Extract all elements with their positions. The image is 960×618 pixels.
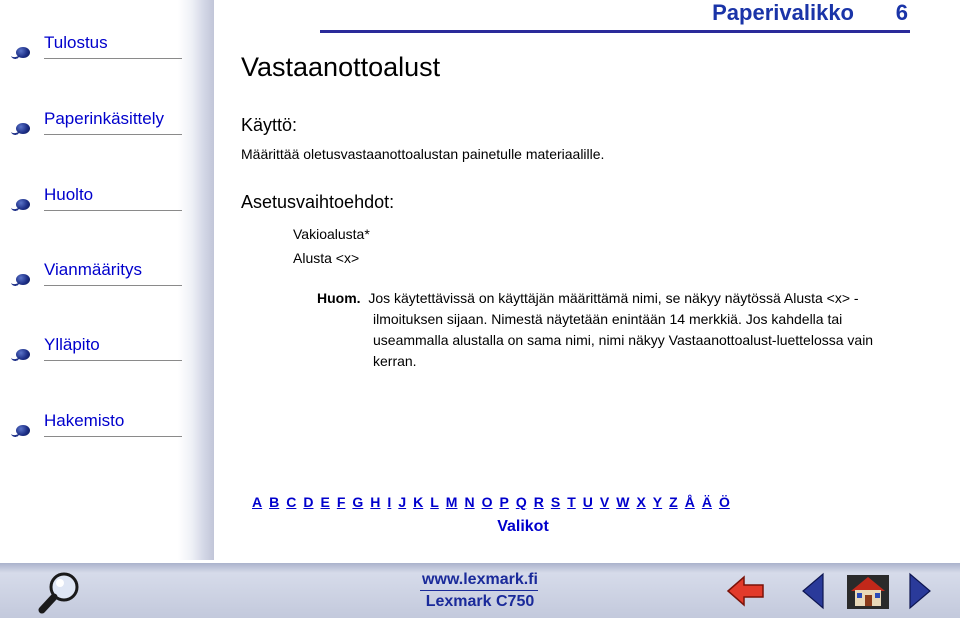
header-divider — [320, 30, 910, 33]
divider — [44, 58, 182, 59]
next-page-icon[interactable] — [907, 572, 933, 610]
index-letter[interactable]: M — [445, 494, 458, 510]
index-letter[interactable]: K — [413, 494, 424, 510]
index-letter[interactable]: X — [636, 494, 646, 510]
usage-heading: Käyttö: — [241, 115, 298, 135]
index-letter[interactable]: U — [582, 494, 593, 510]
section-title: Paperivalikko — [712, 0, 854, 25]
index-letter[interactable]: P — [499, 494, 509, 510]
website-link[interactable]: www.lexmark.fi — [422, 571, 538, 588]
index-letter[interactable]: Ä — [701, 494, 712, 510]
index-letter[interactable]: Z — [669, 494, 678, 510]
index-letter[interactable]: H — [370, 494, 381, 510]
sidebar-nav — [0, 0, 214, 560]
divider — [44, 210, 182, 211]
option-tray-x: Alusta <x> — [293, 250, 360, 266]
index-letter[interactable]: A — [252, 494, 263, 510]
sidebar-item-huolto[interactable] — [0, 178, 185, 218]
home-icon[interactable] — [844, 569, 892, 613]
magnifier-icon[interactable] — [36, 569, 84, 615]
options-heading: Asetusvaihtoehdot: — [241, 192, 395, 212]
sidebar-item-yllapito[interactable] — [0, 328, 185, 368]
bullet-icon — [16, 349, 30, 360]
index-letter[interactable]: L — [430, 494, 439, 510]
printer-model: Lexmark C750 — [425, 593, 535, 610]
alphabet-index — [252, 494, 737, 510]
link-underline — [420, 590, 538, 591]
bullet-icon — [16, 425, 30, 436]
page-number: 6 — [895, 0, 908, 25]
note-text: Jos käytettävissä on käyttäjän määrittämä nimi, se näkyy näytössä Alusta <x> -ilmoituksen sijaan. Nimestä näytetään enintään 14 merkkiä. Jos kahdella tai useammalla alustalla on sama nimi, nimi näkyy Vastaanottoalust-luettelossa vain kerran. — [368, 290, 874, 369]
back-arrow-icon[interactable] — [726, 574, 766, 608]
index-letter[interactable]: E — [320, 494, 330, 510]
footer-bar — [0, 563, 960, 618]
index-letter[interactable]: G — [352, 494, 364, 510]
bullet-icon — [16, 123, 30, 134]
divider — [44, 436, 182, 437]
sidebar-item-label: Paperinkäsittely — [44, 109, 165, 128]
index-letter[interactable]: W — [616, 494, 630, 510]
index-letter[interactable]: F — [336, 494, 346, 510]
index-letter[interactable]: R — [533, 494, 544, 510]
index-letter[interactable]: Q — [515, 494, 527, 510]
usage-text: Määrittää oletusvastaanottoalustan painetulle materiaalille. — [241, 146, 605, 162]
index-letter[interactable]: Ö — [718, 494, 730, 510]
bullet-icon — [16, 199, 30, 210]
page-title: Vastaanottoalust — [241, 52, 441, 82]
bullet-icon — [16, 47, 30, 58]
index-letter[interactable]: N — [464, 494, 475, 510]
sidebar-item-label: Hakemisto — [44, 411, 125, 430]
sidebar-item-paperinkasittely[interactable] — [0, 102, 185, 142]
index-letter[interactable]: D — [303, 494, 314, 510]
divider — [44, 285, 182, 286]
bullet-icon — [16, 274, 30, 285]
option-default-tray: Vakioalusta* — [293, 226, 370, 242]
index-letter[interactable]: T — [567, 494, 576, 510]
sidebar-item-label: Vianmääritys — [44, 260, 142, 279]
previous-page-icon[interactable] — [800, 572, 826, 610]
note-label: Huom. — [317, 290, 361, 306]
sidebar-item-hakemisto[interactable] — [0, 404, 185, 444]
sidebar-item-label: Tulostus — [44, 33, 108, 52]
index-letter[interactable]: C — [286, 494, 297, 510]
index-letter[interactable]: B — [269, 494, 280, 510]
divider — [44, 360, 182, 361]
sidebar-item-tulostus[interactable] — [0, 26, 185, 66]
index-letter[interactable]: S — [550, 494, 561, 510]
sidebar-item-label: Ylläpito — [44, 335, 100, 354]
index-letter[interactable]: Å — [684, 494, 695, 510]
divider — [44, 134, 182, 135]
note-block — [317, 288, 917, 372]
menus-link[interactable]: Valikot — [497, 518, 549, 535]
index-letter[interactable]: I — [387, 494, 392, 510]
index-letter[interactable]: J — [398, 494, 407, 510]
index-letter[interactable]: V — [599, 494, 610, 510]
index-letter[interactable]: O — [481, 494, 493, 510]
sidebar-item-vianmaaritys[interactable] — [0, 253, 185, 293]
index-letter[interactable]: Y — [652, 494, 663, 510]
sidebar-item-label: Huolto — [44, 185, 94, 204]
